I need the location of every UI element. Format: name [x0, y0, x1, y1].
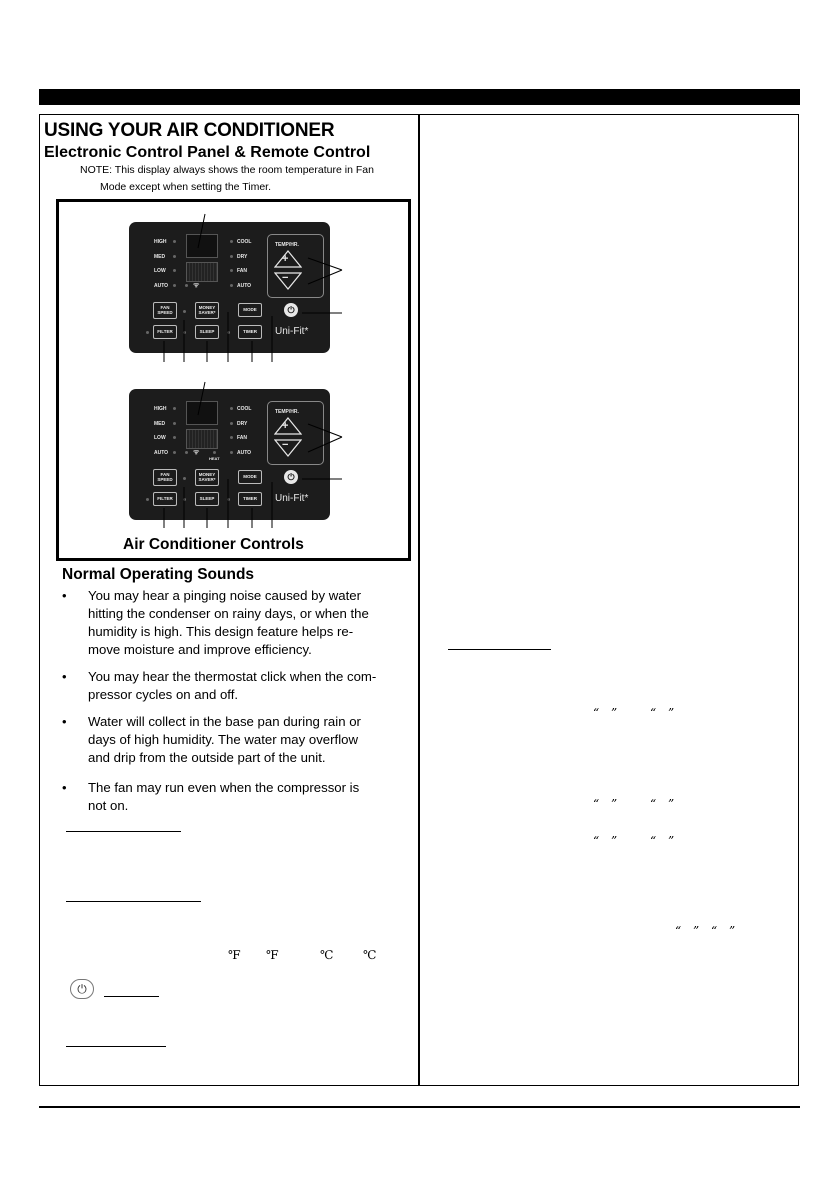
led — [230, 422, 233, 425]
display-digits — [186, 234, 218, 258]
fan-label-med: MED — [154, 421, 166, 427]
led — [173, 407, 176, 410]
led — [183, 498, 186, 501]
led — [213, 451, 216, 454]
sounds-heading: Normal Operating Sounds — [62, 566, 255, 583]
bullet-glyph: • — [62, 714, 67, 729]
wifi-icon: ᯤ — [193, 282, 200, 289]
temp-minus-label: − — [282, 439, 289, 451]
header-bar — [39, 89, 800, 105]
led — [173, 255, 176, 258]
money-saver-button[interactable]: MONEY SAVER* — [195, 302, 219, 319]
led — [230, 451, 233, 454]
page-subtitle: Electronic Control Panel & Remote Control — [44, 144, 371, 161]
mode-label-auto: AUTO — [237, 283, 252, 289]
mode-label-cool: COOL — [237, 406, 252, 412]
display-digits — [186, 401, 218, 425]
led — [183, 310, 186, 313]
quote-marks: “ ” — [593, 706, 622, 720]
bullet-glyph: • — [62, 669, 67, 684]
mode-label-auto: AUTO — [237, 450, 252, 456]
note-line-1: NOTE: This display always shows the room temperature in Fan — [80, 164, 374, 176]
fan-label-auto: AUTO — [154, 283, 169, 289]
temp-label: TEMP/HR. — [275, 409, 299, 415]
mode-button[interactable]: MODE — [238, 303, 262, 317]
quote-marks: “ ” — [711, 924, 740, 938]
column-divider — [418, 114, 420, 1086]
quote-marks: “ ” — [650, 834, 679, 848]
fan-label-auto: AUTO — [154, 450, 169, 456]
heat-label: HEAT — [209, 456, 220, 461]
led — [185, 451, 188, 454]
temp-label: TEMP/HR. — [275, 242, 299, 248]
filter-button[interactable]: FILTER — [153, 492, 177, 506]
fan-label-med: MED — [154, 254, 166, 260]
mode-label-fan: FAN — [237, 268, 247, 274]
timer-button[interactable]: TIMER — [238, 325, 262, 339]
bullet-item-1: You may hear a pinging noise caused by water hitting the condenser on rainy days, or when the humidity is high. This design feature helps re- move moisture and improve efficiency. — [88, 588, 369, 657]
quote-marks: “ ” — [593, 834, 622, 848]
wifi-icon: ᯤ — [193, 449, 200, 456]
temp-minus-label: − — [282, 272, 289, 284]
mode-label-cool: COOL — [237, 239, 252, 245]
led — [173, 422, 176, 425]
bullet-glyph: • — [62, 780, 67, 795]
bullet-item-2: You may hear the thermostat click when the com- pressor cycles on and off. — [88, 669, 377, 702]
led — [146, 331, 149, 334]
sleep-button[interactable]: SLEEP — [195, 492, 219, 506]
fahrenheit-symbol: ℉ — [228, 948, 241, 962]
mode-label-fan: FAN — [237, 435, 247, 441]
power-icon: ⏻ — [70, 979, 94, 999]
fan-label-low: LOW — [154, 435, 166, 441]
fan-label-high: HIGH — [154, 406, 167, 412]
mode-button[interactable]: MODE — [238, 470, 262, 484]
fan-speed-button[interactable]: FAN SPEED — [153, 469, 177, 486]
quote-marks: “ ” — [593, 797, 622, 811]
sleep-button[interactable]: SLEEP — [195, 325, 219, 339]
led — [230, 269, 233, 272]
footer-rule — [39, 1106, 800, 1108]
fan-label-low: LOW — [154, 268, 166, 274]
timer-button[interactable]: TIMER — [238, 492, 262, 506]
filter-button[interactable]: FILTER — [153, 325, 177, 339]
celsius-symbol: ℃ — [363, 948, 377, 962]
led — [230, 407, 233, 410]
led — [227, 498, 230, 501]
underline — [104, 996, 159, 997]
led — [230, 284, 233, 287]
power-button-icon[interactable]: ⏻ — [284, 303, 298, 317]
led — [173, 436, 176, 439]
control-panel-bottom — [129, 389, 330, 520]
mode-label-dry: DRY — [237, 421, 248, 427]
celsius-symbol: ℃ — [320, 948, 334, 962]
display-matrix — [186, 262, 218, 282]
led — [183, 331, 186, 334]
fahrenheit-symbol: ℉ — [266, 948, 279, 962]
led — [173, 451, 176, 454]
fan-speed-button[interactable]: FAN SPEED — [153, 302, 177, 319]
led — [230, 436, 233, 439]
temp-plus-label: + — [282, 420, 289, 432]
led — [173, 240, 176, 243]
quote-marks: “ ” — [675, 924, 704, 938]
quote-marks: “ ” — [650, 706, 679, 720]
underline — [448, 649, 551, 650]
bullet-item-3: Water will collect in the base pan during rain or days of high humidity. The water may overflow and drip from the outside part of the unit. — [88, 714, 361, 765]
led — [173, 284, 176, 287]
mode-label-dry: DRY — [237, 254, 248, 260]
temp-plus-label: + — [282, 253, 289, 265]
figure-caption: Air Conditioner Controls — [123, 536, 304, 553]
brand-logo: Uni-Fit* — [275, 326, 309, 337]
underline — [66, 831, 181, 832]
control-panel-top — [129, 222, 330, 353]
led — [173, 269, 176, 272]
fan-label-high: HIGH — [154, 239, 167, 245]
led — [185, 284, 188, 287]
led — [227, 331, 230, 334]
led — [230, 255, 233, 258]
display-matrix — [186, 429, 218, 449]
brand-logo: Uni-Fit* — [275, 493, 309, 504]
note-line-2: Mode except when setting the Timer. — [100, 181, 272, 193]
underline — [66, 901, 201, 902]
led — [146, 498, 149, 501]
bullet-item-4: The fan may run even when the compressor is not on. — [88, 780, 360, 813]
money-saver-button[interactable]: MONEY SAVER* — [195, 469, 219, 486]
underline — [66, 1046, 166, 1047]
page-title: USING YOUR AIR CONDITIONER — [44, 120, 335, 141]
led — [183, 477, 186, 480]
led — [230, 240, 233, 243]
power-button-icon[interactable]: ⏻ — [284, 470, 298, 484]
bullet-glyph: • — [62, 588, 67, 603]
quote-marks: “ ” — [650, 797, 679, 811]
